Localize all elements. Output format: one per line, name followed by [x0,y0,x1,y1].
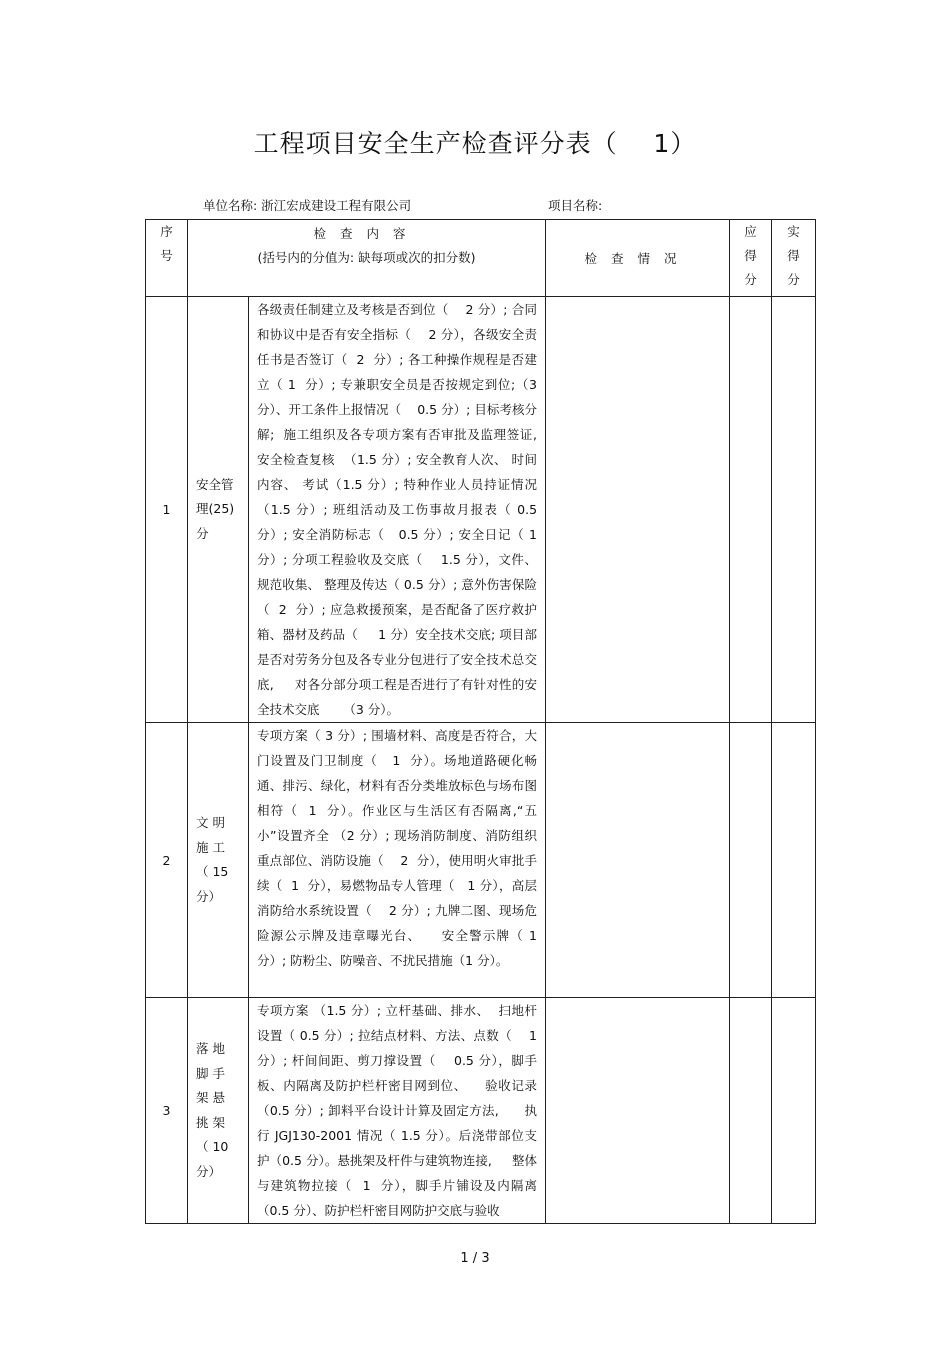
row-category: 文 明 施 工 （ 15 分） [188,723,249,998]
row-due-score-cell[interactable] [730,723,772,998]
row-content: 专项方案 （1.5 分）; 立杆基础、排水、 扫地杆设置（ 0.5 分）; 拉结点材料、方法、点数（ 1 分）; 杆间间距、剪刀撑设置（ 0.5 分），脚手板、内隔离及防护栏杆密目网到位、 验收记录（0.5 分）; 卸料平台设计计算及固定方法, 执行 JGJ130-2001 情况（ 1.5 分）。后浇带部位支护（0.5 分）。悬挑架及杆件与建筑物连接, 整体与建筑物拉接（ 1 分），脚手片铺设及内隔离（0.5 分）、防护栏杆密目网防护交底与验收 [249,998,546,1224]
row-actual-score-cell[interactable] [772,998,816,1224]
row-seq: 2 [146,723,188,998]
row-category: 落 地 脚 手 架 悬 挑 架 （ 10 分） [188,998,249,1224]
row-category: 安全管 理(25) 分 [188,297,249,723]
table-header-row [146,220,816,297]
header-actual-score: 实 得 分 [772,220,816,297]
row-status-cell[interactable] [546,723,730,998]
header-seq: 序 号 [146,220,188,297]
row-actual-score-cell[interactable] [772,723,816,998]
row-actual-score-cell[interactable] [772,297,816,723]
row-status-cell[interactable] [546,297,730,723]
row-seq: 1 [146,297,188,723]
header-due-score: 应 得 分 [730,220,772,297]
header-status: 检查情况 [546,220,730,297]
row-due-score-cell[interactable] [730,297,772,723]
row-status-cell[interactable] [546,998,730,1224]
table-row [146,297,816,723]
header-content [188,220,546,297]
page-indicator: 1 / 3 [460,1251,490,1266]
row-content: 各级责任制建立及考核是否到位（ 2 分）; 合同和协议中是否有安全指标（ 2 分），各级安全责任书是否签订（ 2 分）; 各工种操作规程是否建立（ 1 分）; 专兼职安全员是否按规定到位;（3 分）、开工条件上报情况（ 0.5 分）; 目标考核分解; 施工组织及各专项方案有否审批及监理签证, 安全检查复核 （1.5 分）; 安全教育人次、 时间内容、 考试（1.5 分）; 特种作业人员持证情况 （1.5 分）; 班组活动及工伤事故月报表（ 0.5 分）; 安全消防标志（ 0.5 分）; 安全日记（ 1 分）; 分项工程验收及交底（ 1.5 分），文件、 规范收集、 整理及传达（ 0.5 分）; 意外伤害保险（ 2 分）; 应急救援预案，是否配备了医疗救护箱、器材及药品（ 1 分）安全技术交底; 项目部是否对劳务分包及各专业分包进行了安全技术总交底, 对各分部分项工程是否进行了有针对性的安全技术交底 （3 分）。 [249,297,546,723]
row-seq: 3 [146,998,188,1224]
table-row [146,723,816,998]
row-content: 专项方案（ 3 分）; 围墙材料、高度是否符合，大门设置及门卫制度（ 1 分）。场地道路硬化畅通、排污、绿化，材料有否分类堆放标色与场布图相符（ 1 分）。作业区与生活区有否隔离,“五小”设置齐全 （2 分）; 现场消防制度、消防组织重点部位、消防设施（ 2 分），使用明火审批手续（ 1 分），易燃物品专人管理（ 1 分），高层消防给水系统设置（ 2 分）; 九牌二图、现场危险源公示牌及违章曝光台、 安全警示牌（ 1 分）; 防粉尘、防噪音、不扰民措施（1 分）。 [249,723,546,998]
document-title: 工程项目安全生产检查评分表（ 1） [253,129,697,158]
header-content-note: (括号内的分值为: 缺每项或次的扣分数) [257,250,476,265]
project-name-label: 项目名称: [548,198,603,213]
row-due-score-cell[interactable] [730,998,772,1224]
table-row [146,998,816,1224]
unit-name-label: 单位名称: 浙江宏成建设工程有限公司 [203,198,412,213]
inspection-score-table [145,219,816,1224]
header-content-title: 检查内容 [313,226,420,241]
